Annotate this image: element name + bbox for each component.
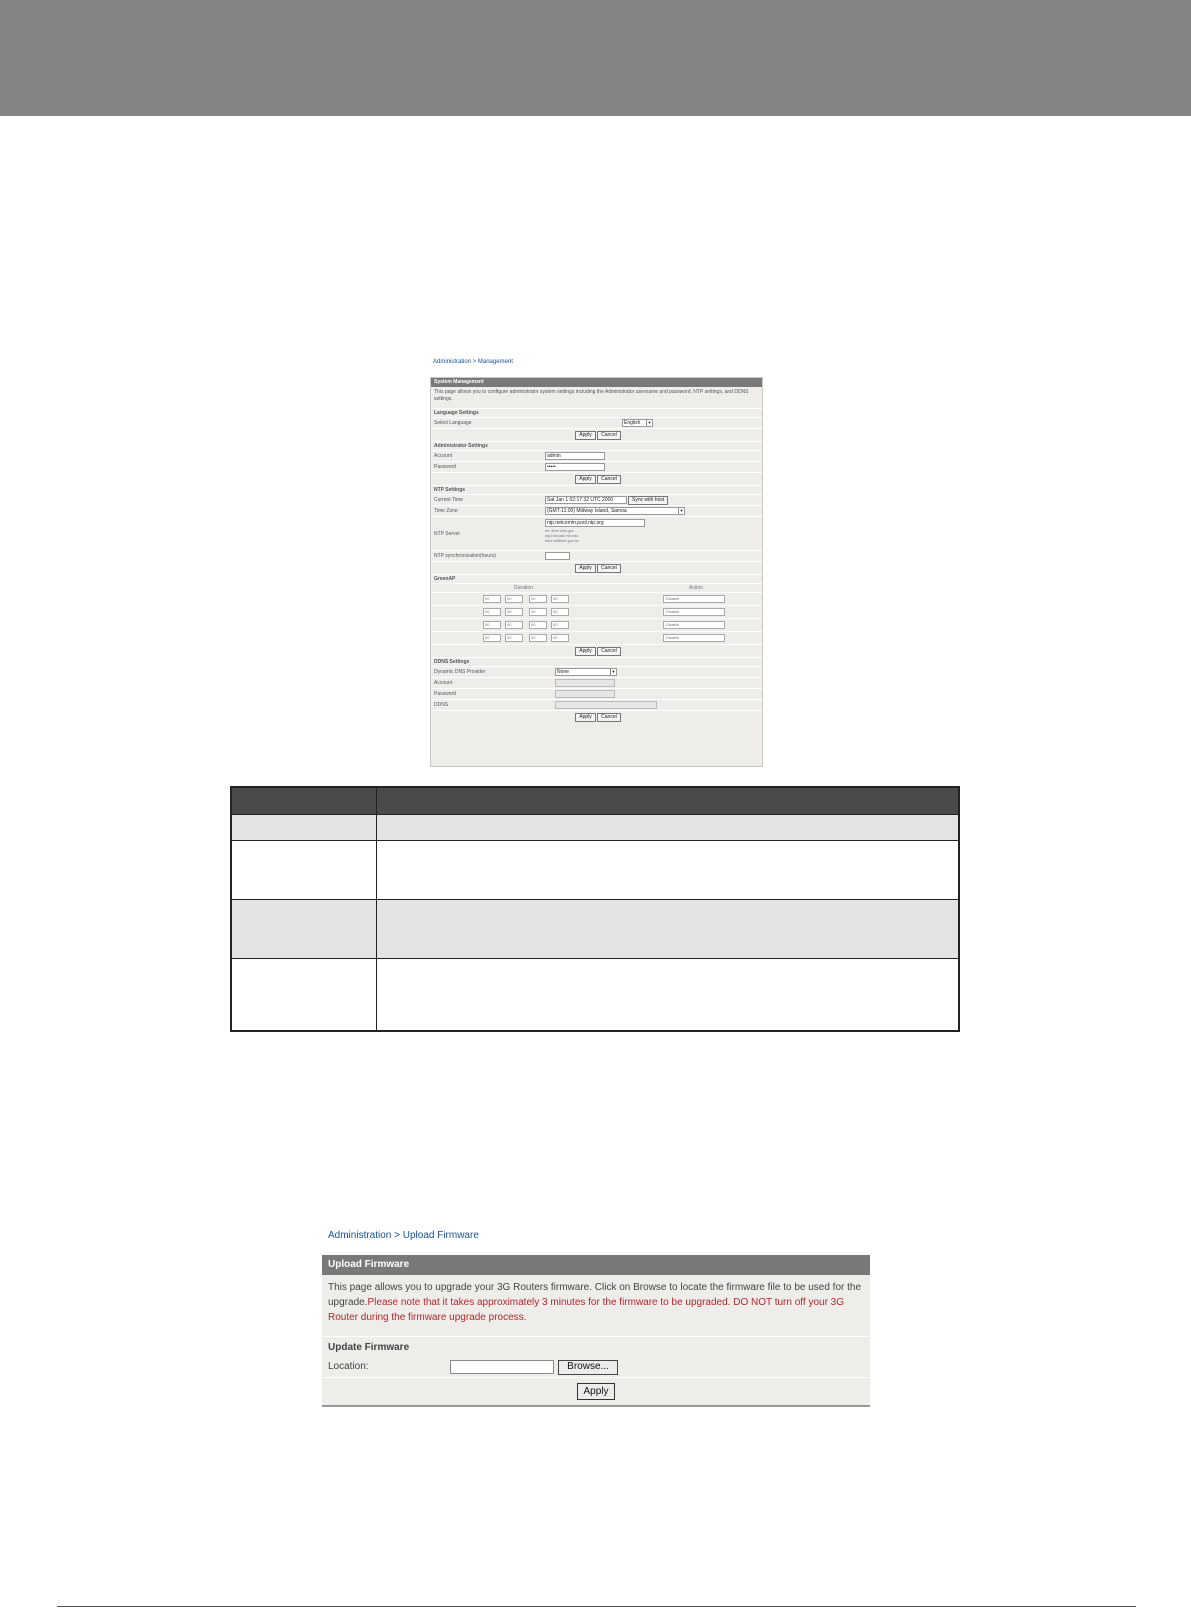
action-select[interactable]: Disable [663, 608, 725, 616]
ntp-example: ntp0.broad.mit.edu [545, 533, 579, 538]
ddns-label: DDNS [434, 702, 449, 708]
ntp-heading: NTP Settings [431, 486, 762, 495]
admin-heading: Administrator Settings [431, 442, 762, 451]
ddns-account-label: Account [434, 680, 453, 686]
admin-apply-button[interactable]: Apply [575, 475, 596, 484]
greenap-apply-button[interactable]: Apply [575, 647, 596, 656]
apply-row [322, 1378, 870, 1406]
end-minute-select[interactable]: 00 [551, 634, 569, 642]
start-hour-select[interactable]: 00 [483, 634, 501, 642]
ddns-cancel-button[interactable]: Cancel [597, 713, 621, 722]
ntp-example: ex: time.nist.gov [545, 528, 574, 533]
language-value: English [624, 420, 641, 426]
duration-label: Duration [514, 585, 533, 591]
action-select[interactable]: Disable [663, 595, 725, 603]
account-input[interactable]: admin [545, 452, 605, 460]
table-row [231, 840, 959, 899]
password-input[interactable]: ••••• [545, 463, 605, 471]
start-hour-select[interactable]: 00 [483, 608, 501, 616]
ddns-provider-row [431, 667, 762, 678]
current-time-field: Sat Jan 1 02:17:32 UTC 2000 [545, 496, 627, 504]
ntp-apply-button[interactable]: Apply [575, 564, 596, 573]
language-buttons [431, 429, 762, 442]
language-label: Select Language [434, 420, 472, 426]
ntp-sync-row [431, 551, 762, 562]
ddns-password-row [431, 689, 762, 700]
timezone-value: (GMT-11:00) Midway Island, Samoa [547, 508, 627, 514]
table-cell [376, 958, 959, 1031]
firmware-panel [322, 1255, 870, 1407]
chevron-down-icon: ▼ [647, 420, 652, 425]
start-minute-select[interactable]: 00 [505, 608, 523, 616]
ddns-password-label: Password [434, 691, 456, 697]
language-cancel-button[interactable]: Cancel [597, 431, 621, 440]
location-label: Location: [328, 1361, 369, 1372]
description-text: This page allows you to upgrade your 3G Routers firmware. Click on Browse to locate the firmware file to be used for the upgrade. [328, 1282, 862, 1308]
end-minute-select[interactable]: 00 [551, 621, 569, 629]
panel-description: This page allows you to configure administrator system settings including the Administrator username and password, NTP settings, and DDNS settings. [431, 387, 762, 409]
password-row [431, 462, 762, 473]
settings-table [230, 786, 960, 1032]
end-hour-select[interactable]: 00 [529, 621, 547, 629]
table-row [231, 899, 959, 958]
ddns-row [431, 700, 762, 711]
table-cell [376, 899, 959, 958]
table-row [231, 814, 959, 840]
ntp-server-examples [545, 528, 579, 543]
panel-title: Upload Firmware [322, 1255, 870, 1275]
end-hour-select[interactable]: 00 [529, 595, 547, 603]
header-banner [0, 0, 1191, 116]
end-minute-select[interactable]: 00 [551, 608, 569, 616]
table-cell [231, 840, 376, 899]
apply-button[interactable]: Apply [577, 1383, 615, 1400]
greenap-columns [431, 584, 762, 593]
table-header-row [231, 787, 959, 814]
table-header-cell [231, 787, 376, 814]
sync-with-host-button[interactable]: Sync with host [628, 496, 668, 505]
greenap-row [431, 606, 762, 619]
table-cell [376, 814, 959, 840]
end-hour-select[interactable]: 00 [529, 608, 547, 616]
language-row [431, 418, 762, 429]
management-screenshot [430, 357, 763, 767]
breadcrumb: Administration > Management [433, 359, 513, 365]
greenap-row [431, 632, 762, 645]
end-minute-select[interactable]: 00 [551, 595, 569, 603]
start-minute-select[interactable]: 00 [505, 595, 523, 603]
table-cell [231, 814, 376, 840]
warning-text: Please note that it takes approximately 3 minutes for the firmware to be upgraded. DO NOT turn off your 3G Router during the firmware upgrade process. [328, 1297, 845, 1323]
action-label: Action [689, 585, 703, 591]
admin-cancel-button[interactable]: Cancel [597, 475, 621, 484]
table-cell [376, 840, 959, 899]
update-firmware-heading: Update Firmware [328, 1342, 410, 1353]
ntp-example: time.stdtime.gov.tw [545, 538, 579, 543]
chevron-down-icon: ▼ [611, 669, 616, 674]
start-minute-select[interactable]: 00 [505, 621, 523, 629]
ntp-cancel-button[interactable]: Cancel [597, 564, 621, 573]
action-select[interactable]: Disable [663, 634, 725, 642]
start-hour-select[interactable]: 00 [483, 595, 501, 603]
end-hour-select[interactable]: 00 [529, 634, 547, 642]
current-time-label: Current Time [434, 497, 463, 503]
password-label: Password [434, 464, 456, 470]
account-label: Account [434, 453, 453, 459]
ddns-password-input[interactable] [555, 690, 615, 698]
timezone-label: Time Zone [434, 508, 458, 514]
timezone-row [431, 506, 762, 517]
ddns-apply-button[interactable]: Apply [575, 713, 596, 722]
chevron-down-icon: ▼ [679, 508, 684, 513]
firmware-screenshot [320, 1230, 870, 1410]
footer-divider [57, 1606, 1136, 1607]
action-select[interactable]: Disable [663, 621, 725, 629]
account-row [431, 451, 762, 462]
table-cell [231, 899, 376, 958]
ntp-server-row [431, 517, 762, 551]
greenap-row [431, 593, 762, 606]
location-input[interactable] [450, 1360, 554, 1374]
management-panel [430, 377, 763, 767]
language-apply-button[interactable]: Apply [575, 431, 596, 440]
timezone-select[interactable] [545, 507, 685, 515]
ddns-account-row [431, 678, 762, 689]
table-row [231, 958, 959, 1031]
language-heading: Language Settings [431, 409, 762, 418]
current-time-row [431, 495, 762, 506]
ddns-buttons [431, 711, 762, 724]
greenap-heading: GreenAP [431, 575, 762, 584]
ntp-server-label: NTP Server [434, 531, 461, 537]
admin-buttons [431, 473, 762, 486]
breadcrumb: Administration > Upload Firmware [328, 1230, 479, 1241]
ntp-server-input[interactable]: ntp.netcomm.pool.ntp.org [545, 519, 645, 527]
ddns-provider-select[interactable] [555, 668, 617, 676]
firmware-description [322, 1275, 870, 1337]
language-select[interactable] [622, 419, 653, 427]
ddns-account-input[interactable] [555, 679, 615, 687]
ddns-heading: DDNS Settings [431, 658, 762, 667]
panel-title: System Management [431, 378, 762, 387]
ntp-sync-input[interactable] [545, 552, 570, 560]
ddns-input[interactable] [555, 701, 657, 709]
browse-button[interactable]: Browse... [558, 1360, 618, 1375]
greenap-row [431, 619, 762, 632]
ntp-buttons [431, 562, 762, 575]
greenap-cancel-button[interactable]: Cancel [597, 647, 621, 656]
greenap-buttons [431, 645, 762, 658]
table-cell [231, 958, 376, 1031]
ddns-provider-label: Dynamic DNS Provider [434, 669, 486, 675]
table-header-cell [376, 787, 959, 814]
start-hour-select[interactable]: 00 [483, 621, 501, 629]
start-minute-select[interactable]: 00 [505, 634, 523, 642]
location-row [322, 1357, 870, 1378]
ntp-sync-label: NTP synchronization(hours) [434, 553, 496, 559]
ddns-provider-value: None [557, 669, 569, 675]
